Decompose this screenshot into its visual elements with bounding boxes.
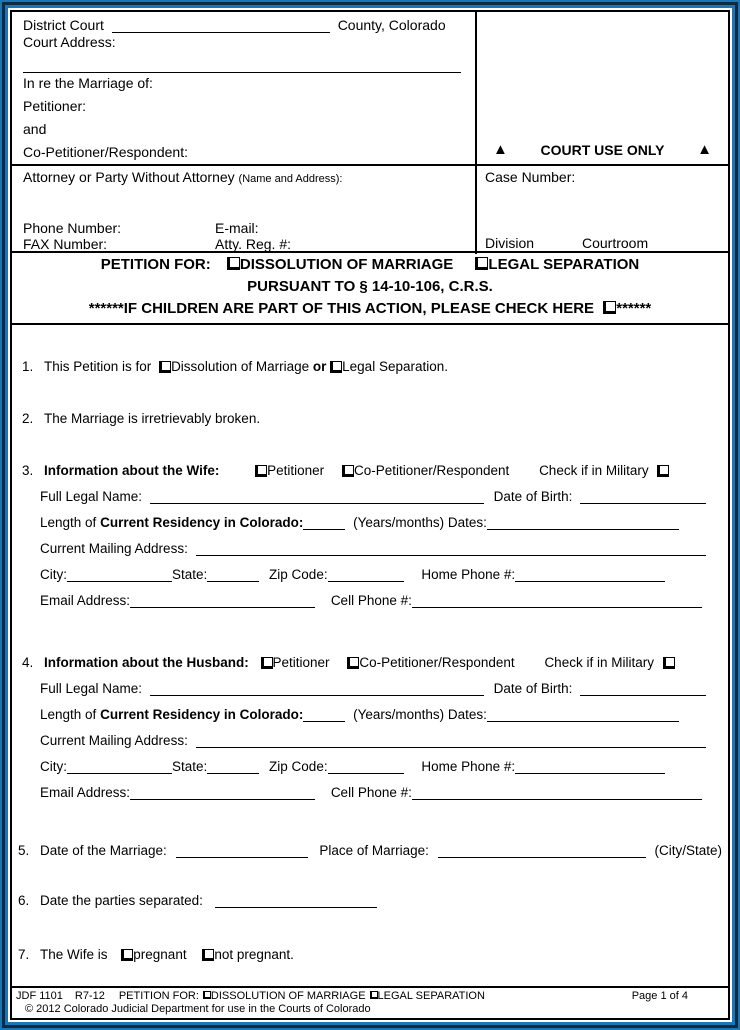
- checkbox-legal-separation-title[interactable]: [475, 257, 488, 270]
- petitioner-label: Petitioner:: [23, 98, 87, 114]
- item-4-number: 4.: [22, 655, 34, 670]
- petition-body: [12, 325, 728, 986]
- wife-email-row: [40, 593, 722, 609]
- husband-heading: Information about the Husband:: [44, 655, 249, 670]
- item-1-option2: Legal Separation.: [342, 359, 448, 374]
- wife-heading-line: [44, 463, 722, 479]
- checkbox-dissolution-item1[interactable]: [159, 361, 171, 373]
- husband-years-months-label: (Years/months) Dates:: [353, 707, 487, 722]
- court-caption-left: [12, 12, 475, 164]
- item-7-number: 7.: [18, 947, 30, 962]
- court-caption: [12, 12, 728, 164]
- case-number-cell: [475, 166, 728, 254]
- not-pregnant-checkbox[interactable]: [202, 949, 214, 961]
- court-use-only-row: [493, 141, 712, 158]
- wife-military-checkbox[interactable]: [657, 465, 669, 477]
- item-1: [18, 359, 722, 375]
- wife-residency-label: Current Residency in Colorado:: [100, 515, 304, 530]
- husband-petitioner-label: Petitioner: [272, 655, 330, 670]
- attorney-label: Attorney or Party Without Attorney: [23, 169, 235, 185]
- wife-zip-blank[interactable]: [328, 568, 404, 582]
- item-1-conjunction: or: [312, 359, 327, 374]
- husband-zip-blank[interactable]: [328, 760, 404, 774]
- fax-label: FAX Number:: [23, 236, 108, 252]
- wife-residency-blank[interactable]: [303, 516, 345, 530]
- wife-dob-blank[interactable]: [580, 490, 706, 504]
- husband-dob-blank[interactable]: [580, 682, 706, 696]
- wife-state-blank[interactable]: [207, 568, 259, 582]
- item-3-number: 3.: [22, 463, 34, 478]
- wife-mailing-blank[interactable]: [196, 542, 706, 556]
- phone-email-row: [23, 220, 469, 236]
- item-6-number: 6.: [18, 893, 30, 908]
- wife-years-months-label: (Years/months) Dates:: [353, 515, 487, 530]
- marriage-date-blank[interactable]: [176, 844, 308, 858]
- husband-residency-label: Current Residency in Colorado:: [100, 707, 304, 722]
- husband-state-label: State:: [172, 759, 208, 774]
- court-use-triangle-icon: ▲: [697, 141, 712, 158]
- wife-cell-blank[interactable]: [412, 594, 702, 608]
- item-7: [18, 947, 722, 963]
- husband-co-petitioner-label: Co-Petitioner/Respondent: [359, 655, 515, 670]
- division-label: Division: [485, 235, 535, 251]
- separation-date-label: Date the parties separated:: [40, 893, 203, 908]
- wife-city-blank[interactable]: [67, 568, 172, 582]
- husband-home-phone-label: Home Phone #:: [421, 759, 516, 774]
- husband-co-petitioner-checkbox[interactable]: [347, 657, 359, 669]
- husband-military-label: Check if in Military: [544, 655, 654, 670]
- item-1-option1: Dissolution of Marriage: [171, 359, 310, 374]
- not-pregnant-label: not pregnant.: [214, 947, 294, 962]
- checkbox-legal-separation-item1[interactable]: [330, 361, 342, 373]
- husband-full-name-blank[interactable]: [150, 682, 484, 696]
- husband-length-of-label: Length of: [40, 707, 97, 722]
- marriage-date-label: Date of the Marriage:: [40, 843, 167, 858]
- wife-residency-row: [40, 515, 722, 531]
- item-6-text: [40, 893, 722, 909]
- attorney-case-row: [12, 164, 728, 253]
- fax-reg-row: [23, 236, 469, 252]
- wife-is-label: The Wife is: [40, 947, 108, 962]
- husband-city-blank[interactable]: [67, 760, 172, 774]
- item-7-text: [40, 947, 722, 963]
- section-wife: [18, 463, 722, 609]
- wife-residency-dates-blank[interactable]: [487, 516, 679, 530]
- wife-full-name-blank[interactable]: [150, 490, 484, 504]
- district-court-blank[interactable]: [112, 19, 330, 33]
- in-re-label: In re the Marriage of:: [23, 75, 153, 91]
- court-use-triangle-icon: ▲: [493, 141, 508, 158]
- husband-home-phone-blank[interactable]: [515, 760, 665, 774]
- item-5-number: 5.: [18, 843, 30, 858]
- title-band: [12, 253, 728, 325]
- footer-option2: LEGAL SEPARATION: [377, 990, 485, 1002]
- wife-length-of-label: Length of: [40, 515, 97, 530]
- item-2-number: 2.: [22, 411, 34, 426]
- wife-mailing-label: Current Mailing Address:: [40, 541, 188, 556]
- husband-dob-label: Date of Birth:: [493, 681, 573, 696]
- title-line-2: PURSUANT TO § 14-10-106, C.R.S.: [247, 278, 493, 295]
- pregnant-checkbox[interactable]: [121, 949, 133, 961]
- husband-cell-blank[interactable]: [412, 786, 702, 800]
- wife-petitioner-label: Petitioner: [267, 463, 325, 478]
- pregnant-label: pregnant: [133, 947, 187, 962]
- husband-full-name-label: Full Legal Name:: [40, 681, 143, 696]
- item-6: [18, 893, 722, 909]
- husband-city-label: City:: [40, 759, 67, 774]
- courtroom-label: Courtroom: [582, 235, 649, 251]
- wife-zip-label: Zip Code:: [269, 567, 328, 582]
- wife-cell-label: Cell Phone #:: [330, 593, 412, 608]
- husband-residency-blank[interactable]: [303, 708, 345, 722]
- item-5: [18, 843, 722, 859]
- dissolution-title-label: DISSOLUTION OF MARRIAGE: [239, 256, 454, 273]
- item-1-text: [44, 359, 722, 375]
- husband-residency-row: [40, 707, 722, 723]
- wife-co-petitioner-label: Co-Petitioner/Respondent: [353, 463, 510, 478]
- wife-home-phone-blank[interactable]: [515, 568, 665, 582]
- footer-line-1: [16, 990, 722, 1003]
- co-petitioner-label: Co-Petitioner/Respondent:: [23, 144, 188, 160]
- and-label: and: [23, 121, 47, 137]
- husband-name-row: [40, 681, 722, 697]
- court-use-only-cell: [475, 12, 728, 164]
- title-line-1: [12, 254, 728, 276]
- husband-email-blank[interactable]: [130, 786, 315, 800]
- district-court-label: District Court: [23, 17, 104, 33]
- county-label: County, Colorado: [337, 17, 446, 33]
- husband-mailing-blank[interactable]: [196, 734, 706, 748]
- husband-heading-row: [18, 655, 722, 671]
- wife-co-petitioner-checkbox[interactable]: [342, 465, 354, 477]
- item-1-number: 1.: [22, 359, 34, 374]
- husband-petitioner-checkbox[interactable]: [261, 657, 273, 669]
- page-number: Page 1 of 4: [631, 990, 688, 1002]
- wife-name-row: [40, 489, 722, 505]
- marriage-place-label: Place of Marriage:: [319, 843, 429, 858]
- husband-city-row: [40, 759, 722, 775]
- wife-heading: Information about the Wife:: [44, 463, 220, 478]
- item-2-text: The Marriage is irretrievably broken.: [44, 411, 261, 426]
- decorative-frame: [2, 2, 738, 1028]
- wife-dob-label: Date of Birth:: [493, 489, 573, 504]
- form-paper: [8, 8, 732, 1022]
- form-footer: [12, 986, 728, 1018]
- wife-state-label: State:: [172, 567, 208, 582]
- wife-petitioner-checkbox[interactable]: [255, 465, 267, 477]
- phone-label: Phone Number:: [23, 220, 122, 236]
- footer-copyright: © 2012 Colorado Judicial Department for use in the Courts of Colorado: [25, 1003, 371, 1015]
- division-courtroom-row: [485, 235, 722, 251]
- husband-email-row: [40, 785, 722, 801]
- email-label: E-mail:: [215, 220, 259, 236]
- case-number-label: Case Number:: [485, 169, 576, 185]
- husband-zip-label: Zip Code:: [269, 759, 328, 774]
- children-check-prefix: ******IF CHILDREN ARE PART OF THIS ACTION, PLEASE CHECK HERE: [88, 300, 595, 317]
- wife-email-label: Email Address:: [40, 593, 131, 608]
- title-line-3: [12, 298, 728, 320]
- legal-separation-title-label: LEGAL SEPARATION: [488, 256, 640, 273]
- footer-legal-separation-checkbox: [370, 991, 378, 999]
- husband-state-blank[interactable]: [207, 760, 259, 774]
- checkbox-dissolution-title[interactable]: [227, 257, 240, 270]
- attorney-sublabel: (Name and Address):: [238, 173, 343, 185]
- wife-full-name-label: Full Legal Name:: [40, 489, 143, 504]
- city-state-label: (City/State): [654, 843, 722, 858]
- husband-military-checkbox[interactable]: [663, 657, 675, 669]
- caption-divider-line: [23, 72, 461, 73]
- section-husband: [18, 655, 722, 801]
- wife-mailing-row: [40, 541, 722, 557]
- footer-option1: DISSOLUTION OF MARRIAGE: [210, 990, 366, 1002]
- wife-email-blank[interactable]: [130, 594, 315, 608]
- item-5-text: [40, 843, 722, 859]
- petition-form-page: [10, 10, 730, 1020]
- wife-heading-row: [18, 463, 722, 479]
- attorney-cell: [12, 166, 475, 254]
- footer-title-prefix: PETITION FOR:: [118, 990, 199, 1002]
- marriage-place-blank[interactable]: [438, 844, 646, 858]
- husband-email-label: Email Address:: [40, 785, 131, 800]
- court-address-label: Court Address:: [23, 34, 116, 50]
- wife-home-phone-label: Home Phone #:: [421, 567, 516, 582]
- separation-date-blank[interactable]: [215, 894, 377, 908]
- petition-for-label: PETITION FOR:: [100, 256, 211, 273]
- court-use-only-label: COURT USE ONLY: [540, 141, 665, 158]
- wife-military-label: Check if in Military: [539, 463, 649, 478]
- husband-cell-label: Cell Phone #:: [330, 785, 412, 800]
- form-revision: R7-12: [74, 990, 105, 1002]
- atty-reg-label: Atty. Reg. #:: [215, 236, 291, 252]
- wife-city-row: [40, 567, 722, 583]
- attorney-line: [23, 169, 469, 188]
- husband-mailing-label: Current Mailing Address:: [40, 733, 188, 748]
- item-2: [18, 411, 722, 427]
- husband-heading-line: [44, 655, 722, 671]
- children-check-suffix: ******: [616, 300, 652, 317]
- item-1-pre: This Petition is for: [44, 359, 152, 374]
- wife-city-label: City:: [40, 567, 67, 582]
- husband-residency-dates-blank[interactable]: [487, 708, 679, 722]
- district-court-line: [23, 17, 469, 34]
- husband-mailing-row: [40, 733, 722, 749]
- checkbox-children[interactable]: [603, 301, 616, 314]
- footer-dissolution-checkbox: [203, 991, 211, 999]
- form-number: JDF 1101: [16, 990, 63, 1002]
